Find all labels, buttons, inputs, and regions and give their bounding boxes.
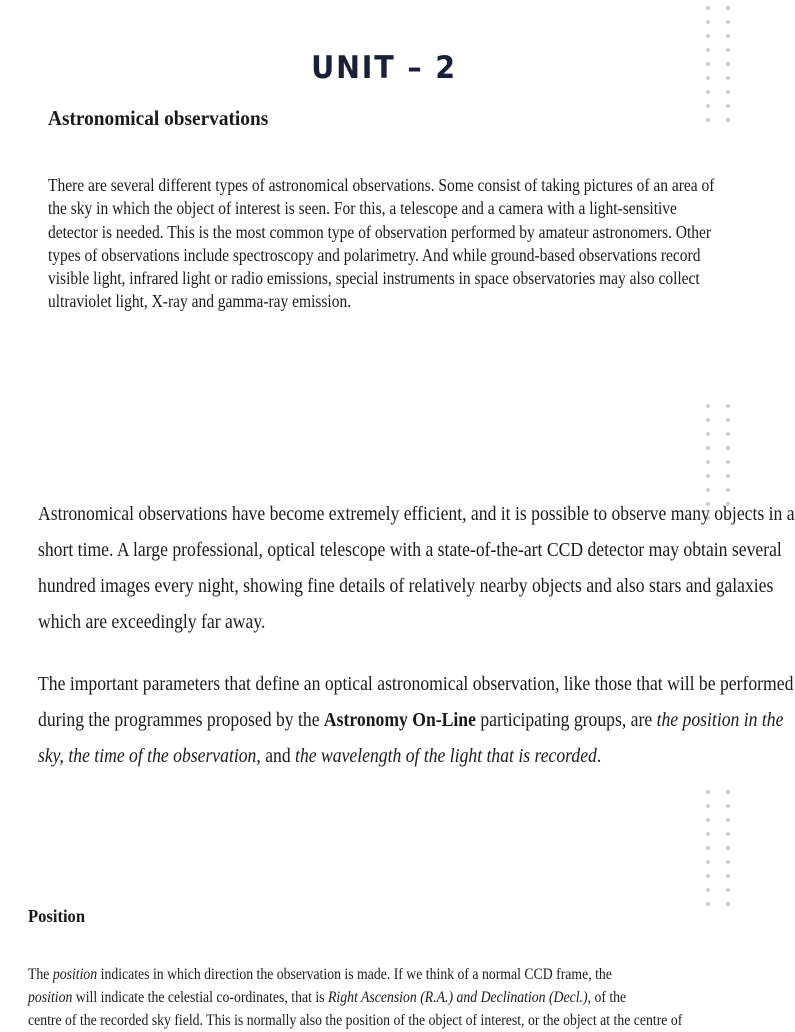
italic-term: position: [28, 989, 73, 1006]
text-run: The: [28, 966, 53, 983]
text-run: .: [596, 745, 602, 767]
text-run: participating groups, are: [475, 709, 657, 731]
italic-term: position: [52, 966, 98, 983]
paragraph-parameters: [38, 666, 793, 774]
paragraph-line-cut: centre of the recorded sky field. This is normally also the position of the object of interest, or the object at the centre of: [28, 1012, 683, 1029]
paragraph-line: There are several different types of astronomical observations. Some consist of taking pictures of an area of: [48, 175, 715, 195]
section-heading-position: Position: [28, 906, 86, 926]
bold-term-astronomy-online: Astronomy On-Line: [323, 709, 476, 731]
decorative-dots-bottom: [706, 790, 732, 906]
paragraph-position: [28, 963, 682, 1032]
paragraph-line: [28, 986, 682, 1009]
paragraph-line: the sky in which the object of interest is seen. For this, a telescope and a camera with a light-sensitive: [48, 198, 677, 219]
text-run: will indicate the celestial co-ordinates, that is: [72, 989, 328, 1006]
paragraph-line: which are exceedingly far away.: [38, 611, 266, 633]
paragraph-line: hundred images every night, showing fine details of relatively nearby objects and also stars and galaxies: [38, 575, 774, 597]
paragraph-line: detector is needed. This is the most common type of observation performed by amateur astronomers. Other: [48, 221, 712, 242]
text-run: , of the: [587, 989, 627, 1006]
paragraph-line: [28, 963, 682, 986]
paragraph-line: [38, 738, 793, 774]
paragraph-line: ultraviolet light, X-ray and gamma-ray emission.: [48, 291, 352, 312]
italic-term: Right Ascension (R.A.) and Declination (Decl.): [327, 989, 588, 1006]
section-heading-astronomical-observations: Astronomical observations: [48, 106, 269, 130]
paragraph-line: visible light, infrared light or radio emissions, special instruments in space observatories may also collect: [48, 268, 700, 289]
paragraph-line: short time. A large professional, optical telescope with a state-of-the-art CCD detector may obtain several: [38, 539, 782, 561]
italic-term: sky, the time of the observation,: [38, 745, 261, 767]
text-run: and: [260, 745, 296, 767]
text-run: indicates in which direction the observation is made. If we think of a normal CCD frame, the: [97, 966, 612, 983]
paragraph-line: [38, 702, 793, 738]
paragraph-line: The important parameters that define an optical astronomical observation, like those that will be performed: [38, 673, 794, 695]
unit-title: UNIT – 2: [311, 50, 457, 86]
italic-term: the wavelength of the light that is recorded: [295, 745, 597, 767]
paragraph-efficiency: [38, 496, 795, 640]
paragraph-line: Astronomical observations have become extremely efficient, and it is possible to observe many objects in a: [38, 503, 795, 525]
paragraph-observation-types: [48, 174, 714, 314]
italic-term: the position in the: [656, 709, 784, 731]
paragraph-line: types of observations include spectroscopy and polarimetry. And while ground-based observations record: [48, 244, 701, 265]
text-run: during the programmes proposed by the: [38, 709, 324, 731]
